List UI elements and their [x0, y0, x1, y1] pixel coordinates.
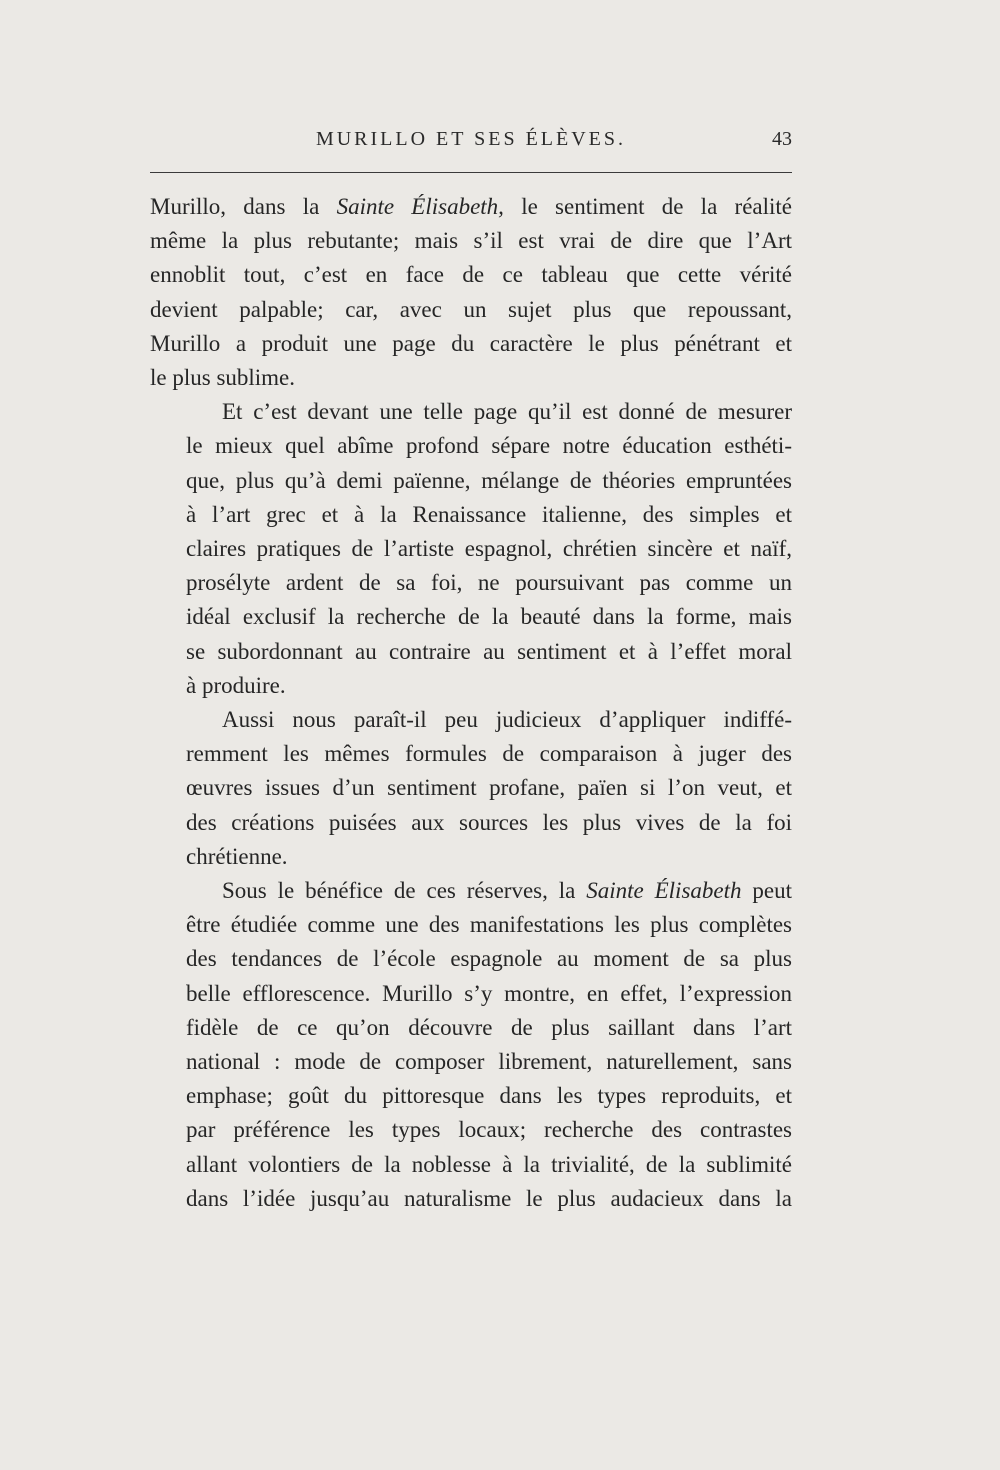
- italic-title: Sainte Élisabeth,: [336, 194, 504, 219]
- text-line: Aussi nous paraît-il peu judicieux d’appliquer indiffé-: [222, 707, 792, 733]
- text-line: fidèle de ce qu’on découvre de plus saillant dans l’art: [186, 1014, 792, 1040]
- header-rule: [150, 172, 792, 173]
- running-title: MURILLO ET SES ÉLÈVES.: [315, 128, 627, 150]
- text-line: le mieux quel abîme profond sépare notre éducation esthéti-: [186, 433, 792, 459]
- text-line: devient palpable; car, avec un sujet plus que repoussant,: [150, 296, 792, 322]
- text-line: le plus sublime.: [150, 365, 296, 391]
- text-line: claires pratiques de l’artiste espagnol, chrétien sincère et naïf,: [186, 536, 792, 562]
- text-line: que, plus qu’à demi païenne, mélange de théories empruntées: [186, 467, 792, 493]
- paragraph: [150, 190, 792, 395]
- text-line: à produire.: [186, 672, 286, 698]
- text-line: Et c’est devant une telle page qu’il est donné de mesurer: [222, 399, 792, 425]
- text-line: œuvres issues d’un sentiment profane, païen si l’on veut, et: [186, 775, 792, 801]
- paragraph: [150, 395, 792, 703]
- text-line: des tendances de l’école espagnole au moment de sa plus: [186, 946, 792, 972]
- text-line: prosélyte ardent de sa foi, ne poursuivant pas comme un: [186, 570, 792, 596]
- text-line: ennoblit tout, c’est en face de ce tableau que cette vérité: [150, 262, 792, 288]
- text-line: à l’art grec et à la Renaissance italienne, des simples et: [186, 501, 792, 527]
- text-line: dans l’idée jusqu’au naturalisme le plus audacieux dans la: [186, 1185, 792, 1211]
- paragraph: [150, 874, 792, 1216]
- text-line: Sous le bénéfice de ces réserves, la Sainte Élisabeth peut: [222, 878, 792, 904]
- text-line: être étudiée comme une des manifestations les plus complètes: [186, 912, 792, 938]
- text-line: Murillo a produit une page du caractère le plus pénétrant et: [150, 330, 792, 356]
- page-number: 43: [772, 128, 792, 150]
- paragraph: [150, 703, 792, 874]
- italic-title: Sainte Élisabeth: [586, 878, 742, 904]
- text-line: allant volontiers de la noblesse à la trivialité, de la sublimité: [186, 1151, 792, 1177]
- text-line: par préférence les types locaux; recherche des contrastes: [186, 1117, 792, 1143]
- body-text: [150, 190, 792, 1216]
- text-line: même la plus rebutante; mais s’il est vrai de dire que l’Art: [150, 228, 792, 254]
- text-line: idéal exclusif la recherche de la beauté dans la forme, mais: [186, 604, 792, 630]
- text-line: des créations puisées aux sources les plus vives de la foi: [186, 809, 792, 835]
- page-header: [150, 128, 792, 168]
- text-line: remment les mêmes formules de comparaison à juger des: [186, 741, 792, 767]
- text-line: belle efflorescence. Murillo s’y montre, en effet, l’expression: [186, 980, 792, 1006]
- text-line: emphase; goût du pittoresque dans les types reproduits, et: [186, 1083, 792, 1109]
- text-line: Murillo, dans la Sainte Élisabeth, le sentiment de la réalité: [150, 194, 792, 219]
- text-line: national : mode de composer librement, naturellement, sans: [186, 1049, 792, 1075]
- text-line: chrétienne.: [186, 843, 288, 869]
- text-line: se subordonnant au contraire au sentiment et à l’effet moral: [186, 638, 792, 664]
